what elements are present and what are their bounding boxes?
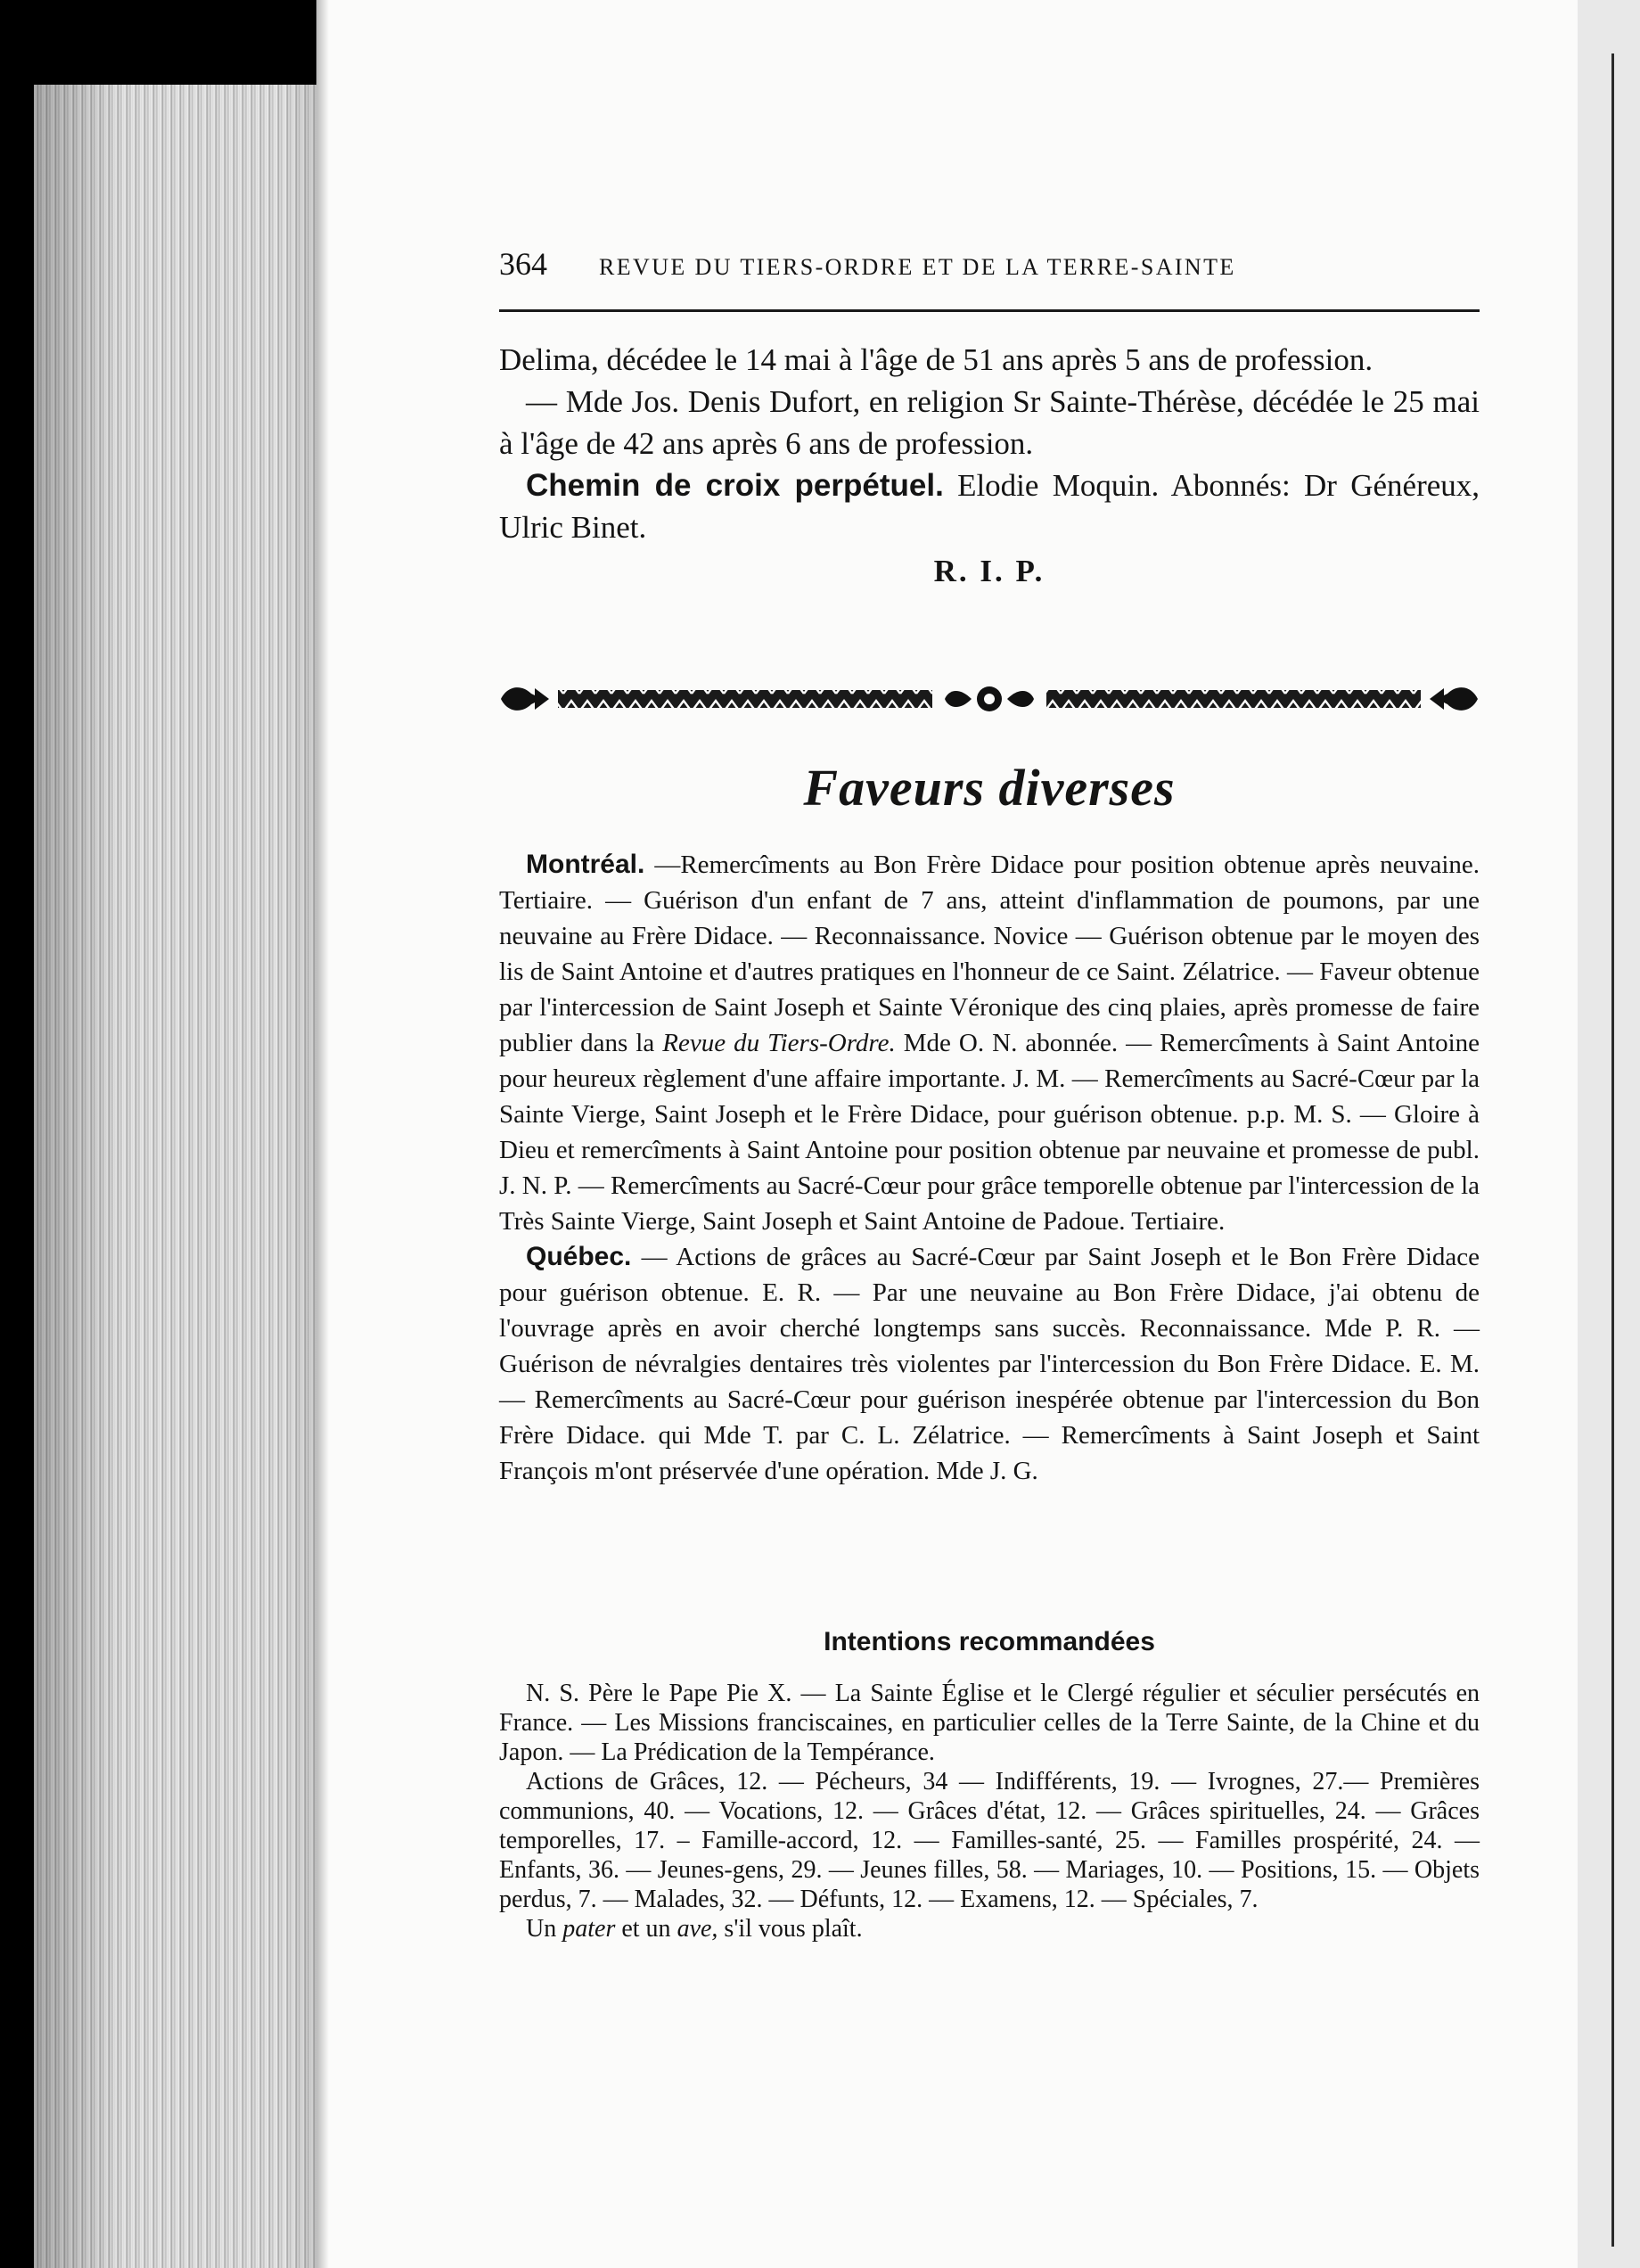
ornamental-divider <box>499 679 1480 719</box>
closing-text: Un <box>526 1915 563 1943</box>
intentions-block <box>499 1627 1480 1943</box>
section-title: Faveurs diverses <box>803 759 1176 817</box>
favours-block <box>499 847 1480 1489</box>
favour-place: Montréal. <box>526 850 645 879</box>
running-head: REVUE DU TIERS-ORDRE ET DE LA TERRE-SAINTE <box>599 254 1236 280</box>
favour-place: Québec. <box>526 1242 632 1271</box>
favour-paragraph-montreal <box>499 847 1480 1239</box>
favour-paragraph-quebec <box>499 1239 1480 1489</box>
favour-text: — Actions de grâces au Sacré-Cœur par Saint Joseph et le Bon Frère Didace pour guérison obtenue. E. R. — Par une neuvaine au Bon Frère Didace, j'ai obtenu de l'ouvrage après en avoir cherché longtemps sans succès. Reconnaissance. Mde P. R. — Guérison de névralgies dentaires très violentes par l'intercession du Bon Frère Didace. E. M. — Remercîments au Sacré-Cœur pour guérison inespérée obtenue par l'intercession du Bon Frère Didace. qui Mde T. par C. L. Zélatrice. — Remercîments à Saint Joseph et Saint François m'ont préservée d'une opération. Mde J. G. <box>499 1243 1480 1485</box>
next-page-edge-line <box>1611 53 1614 2247</box>
favour-italic-title: Revue du Tiers-Ordre. <box>662 1029 896 1057</box>
chemin-label: Chemin de croix perpétuel. <box>526 468 944 503</box>
closing-text: s'il vous plaît. <box>718 1915 863 1943</box>
intentions-paragraph-2: Actions de Grâces, 12. — Pécheurs, 34 — Indifférents, 19. — Ivrognes, 27.— Premières communions, 40. — Vocations, 12. — Grâces d'état, 12. — Grâces spirituelles, 24. — Grâces temporelles, 17. – Famille-accord, 12. — Familles-santé, 25. — Familles prospérité, 24. — Enfants, 36. — Jeunes-gens, 29. — Jeunes filles, 58. — Mariages, 10. — Positions, 15. — Objets perdus, 7. — Malades, 32. — Défunts, 12. — Examens, 12. — Spéciales, 7. <box>499 1768 1480 1913</box>
favour-text-continued: Mde O. N. abonnée. — Remercîments à Saint Antoine pour heureux règlement d'une affaire importante. J. M. — Remercîments au Sacré-Cœur par la Sainte Vierge, Saint Joseph et le Frère Didace, pour guérison obtenue. p.p. M. S. — Gloire à Dieu et remercîments à Saint Antoine pour position obtenue par neuvaine et promesse de publ. J. N. P. — Remercîments au Sacré-Cœur pour grâce temporelle obtenue par l'intercession de la Très Sainte Vierge, Saint Joseph et Saint Antoine de Padoue. Tertiaire. <box>499 1029 1480 1236</box>
rip-line: R. I. P. <box>933 554 1046 588</box>
obituary-block <box>499 339 1480 589</box>
closing-line <box>499 1914 1480 1943</box>
closing-ave: ave, <box>676 1915 718 1943</box>
intentions-heading: Intentions recommandées <box>824 1627 1155 1656</box>
gutter-shadow <box>316 0 329 2268</box>
closing-text: et un <box>615 1915 677 1943</box>
obituary-line-2: — Mde Jos. Denis Dufort, en religion Sr Sainte-Thérèse, décédée le 25 mai à l'âge de 42 ans après 6 ans de profession. <box>499 384 1480 461</box>
chemin-text: Elodie Moquin. Abonnés: Dr Généreux, Ulric Binet. <box>499 468 1480 545</box>
page-header <box>499 245 1480 288</box>
page-number: 364 <box>499 246 547 282</box>
chemin-de-croix-paragraph <box>499 464 1480 548</box>
obituary-line-1: Delima, décédee le 14 mai à l'âge de 51 ans après 5 ans de profession. <box>499 342 1374 377</box>
header-rule <box>499 309 1480 312</box>
favour-text: —Remercîments au Bon Frère Didace pour position obtenue après neuvaine. Tertiaire. — Guérison d'un enfant de 7 ans, atteint d'inflammation de poumons, par une neuvaine au Frère Didace. — Reconnaissance. Novice — Guérison obtenue par le moyen des lis de Saint Antoine et d'autres pratiques en l'honneur de ce Saint. Zélatrice. — Faveur obtenue par l'intercession de Saint Joseph et Sainte Véronique des cinq plaies, après promesse de faire publier dans la <box>499 850 1480 1057</box>
closing-pater: pater <box>562 1915 616 1943</box>
next-page-strip <box>1578 0 1640 2268</box>
page-edges-shading <box>34 85 328 2268</box>
intentions-paragraph-1: N. S. Père le Pape Pie X. — La Sainte Église et le Clergé régulier et séculier persécutés en France. — Les Missions franciscaines, en particulier celles de la Terre Sainte, de la Chine et du Japon. — La Prédication de la Tempérance. <box>499 1680 1480 1766</box>
